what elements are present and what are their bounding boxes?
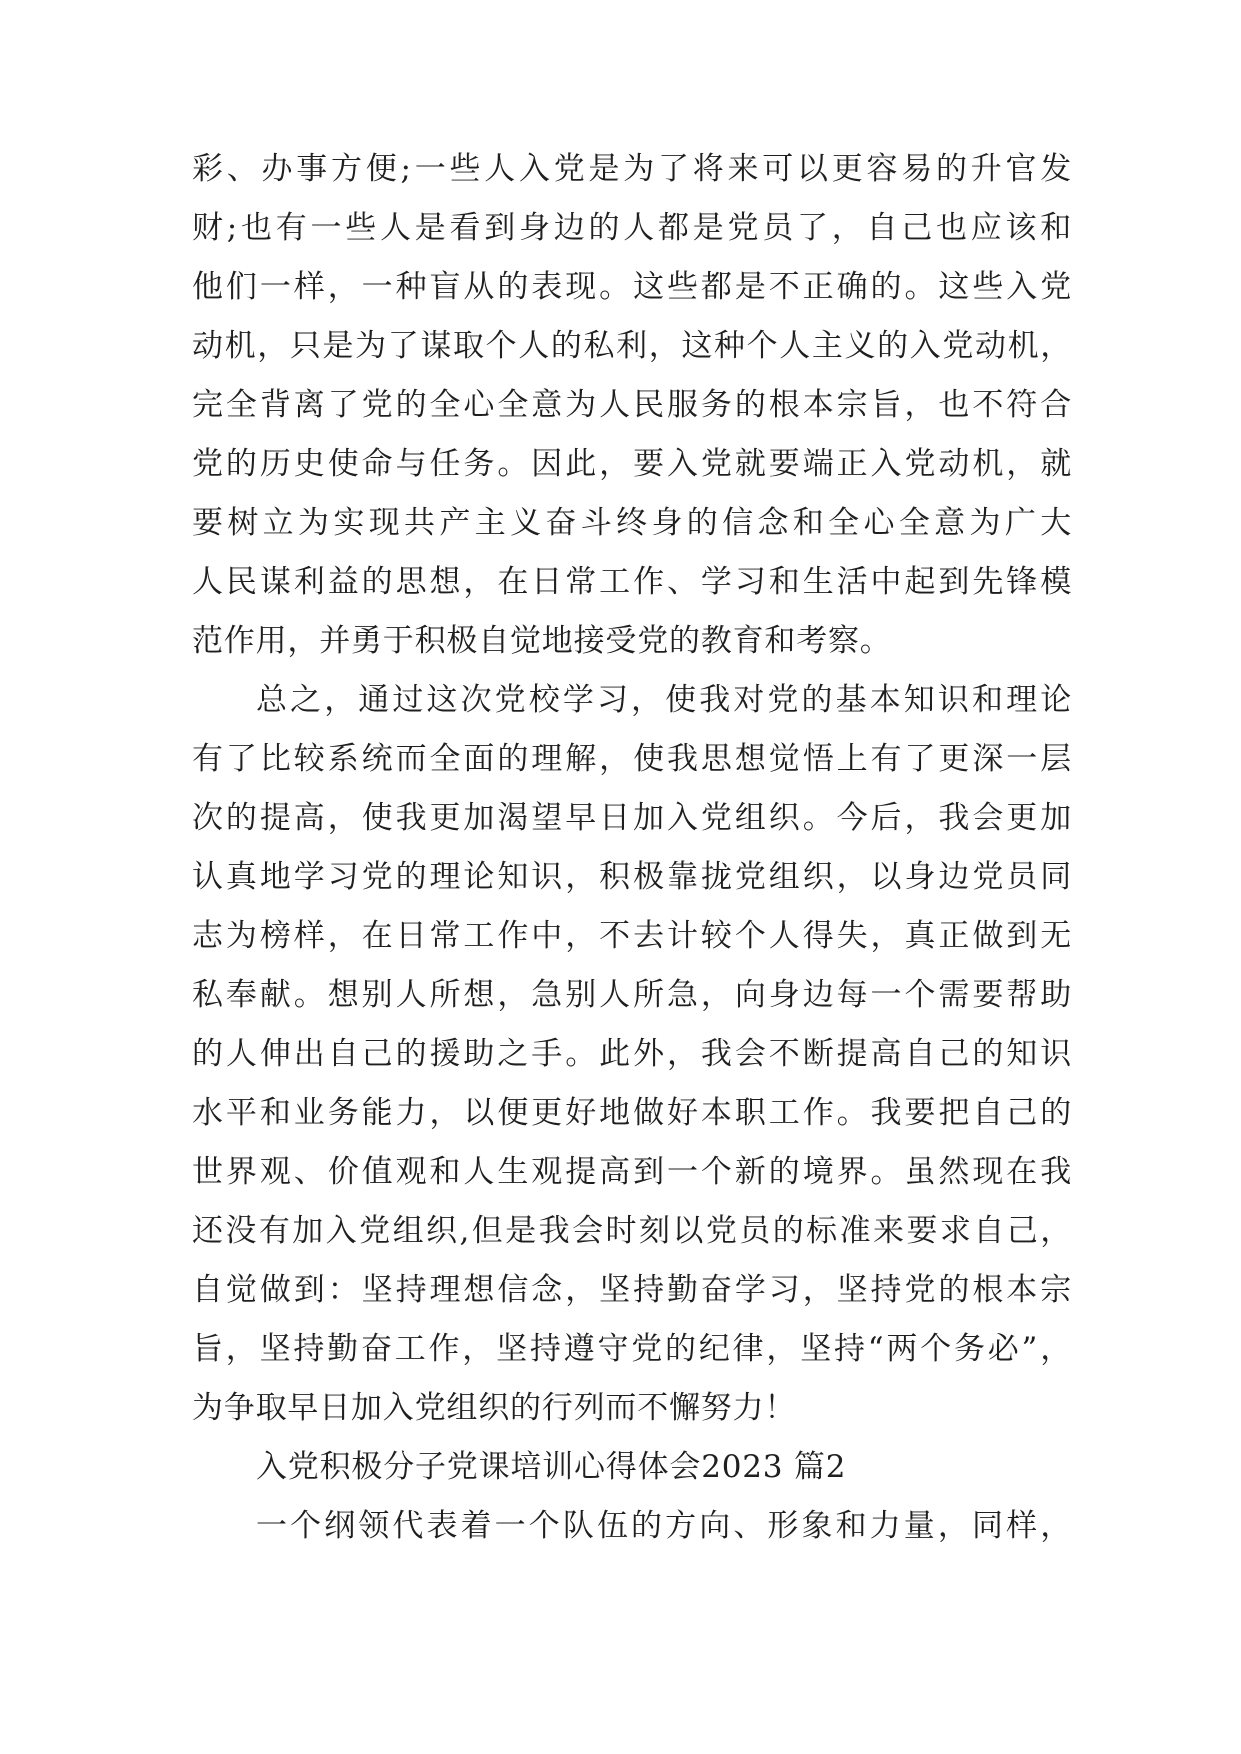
paragraph-1-line-6: 党的历史使命与任务。因此，要入党就要端正入党动机，就: [192, 446, 1072, 482]
paragraph-1-line-5: 完全背离了党的全心全意为人民服务的根本宗旨，也不符合: [192, 387, 1072, 423]
paragraph-2-line-1: 总之，通过这次党校学习，使我对党的基本知识和理论: [256, 682, 1072, 718]
paragraph-2-line-7: 的人伸出自己的援助之手。此外，我会不断提高自己的知识: [192, 1036, 1072, 1072]
section-heading: 入党积极分子党课培训心得体会2023 篇2: [256, 1449, 847, 1485]
paragraph-2-line-3: 次的提高，使我更加渴望早日加入党组织。今后，我会更加: [192, 800, 1072, 836]
paragraph-1-line-2: 财;也有一些人是看到身边的人都是党员了，自己也应该和: [192, 210, 1072, 246]
paragraph-1-line-8: 人民谋利益的思想，在日常工作、学习和生活中起到先锋模: [192, 564, 1072, 600]
paragraph-2-line-5: 志为榜样，在日常工作中，不去计较个人得失，真正做到无: [192, 918, 1072, 954]
paragraph-1-line-9: 范作用，并勇于积极自觉地接受党的教育和考察。: [192, 623, 892, 659]
paragraph-2-line-11: 自觉做到：坚持理想信念，坚持勤奋学习，坚持党的根本宗: [192, 1272, 1072, 1308]
paragraph-2-line-4: 认真地学习党的理论知识，积极靠拢党组织，以身边党员同: [192, 859, 1072, 895]
paragraph-3-line-1: 一个纲领代表着一个队伍的方向、形象和力量，同样，: [256, 1508, 1072, 1544]
paragraph-2-line-10: 还没有加入党组织,但是我会时刻以党员的标准来要求自己，: [192, 1213, 1072, 1249]
paragraph-2-line-2: 有了比较系统而全面的理解，使我思想觉悟上有了更深一层: [192, 741, 1072, 777]
paragraph-2-line-9: 世界观、价值观和人生观提高到一个新的境界。虽然现在我: [192, 1154, 1072, 1190]
paragraph-1-line-1: 彩、办事方便;一些人入党是为了将来可以更容易的升官发: [192, 151, 1072, 187]
paragraph-2-line-6: 私奉献。想别人所想，急别人所急，向身边每一个需要帮助: [192, 977, 1072, 1013]
paragraph-2-line-8: 水平和业务能力，以便更好地做好本职工作。我要把自己的: [192, 1095, 1072, 1131]
paragraph-1-line-3: 他们一样，一种盲从的表现。这些都是不正确的。这些入党: [192, 269, 1072, 305]
paragraph-1-line-4: 动机，只是为了谋取个人的私利，这种个人主义的入党动机，: [192, 328, 1072, 364]
paragraph-2-line-13: 为争取早日加入党组织的行列而不懈努力！: [192, 1390, 797, 1426]
paragraph-2-line-12: 旨，坚持勤奋工作，坚持遵守党的纪律，坚持“两个务必”，: [192, 1331, 1072, 1367]
paragraph-1-line-7: 要树立为实现共产主义奋斗终身的信念和全心全意为广大: [192, 505, 1072, 541]
